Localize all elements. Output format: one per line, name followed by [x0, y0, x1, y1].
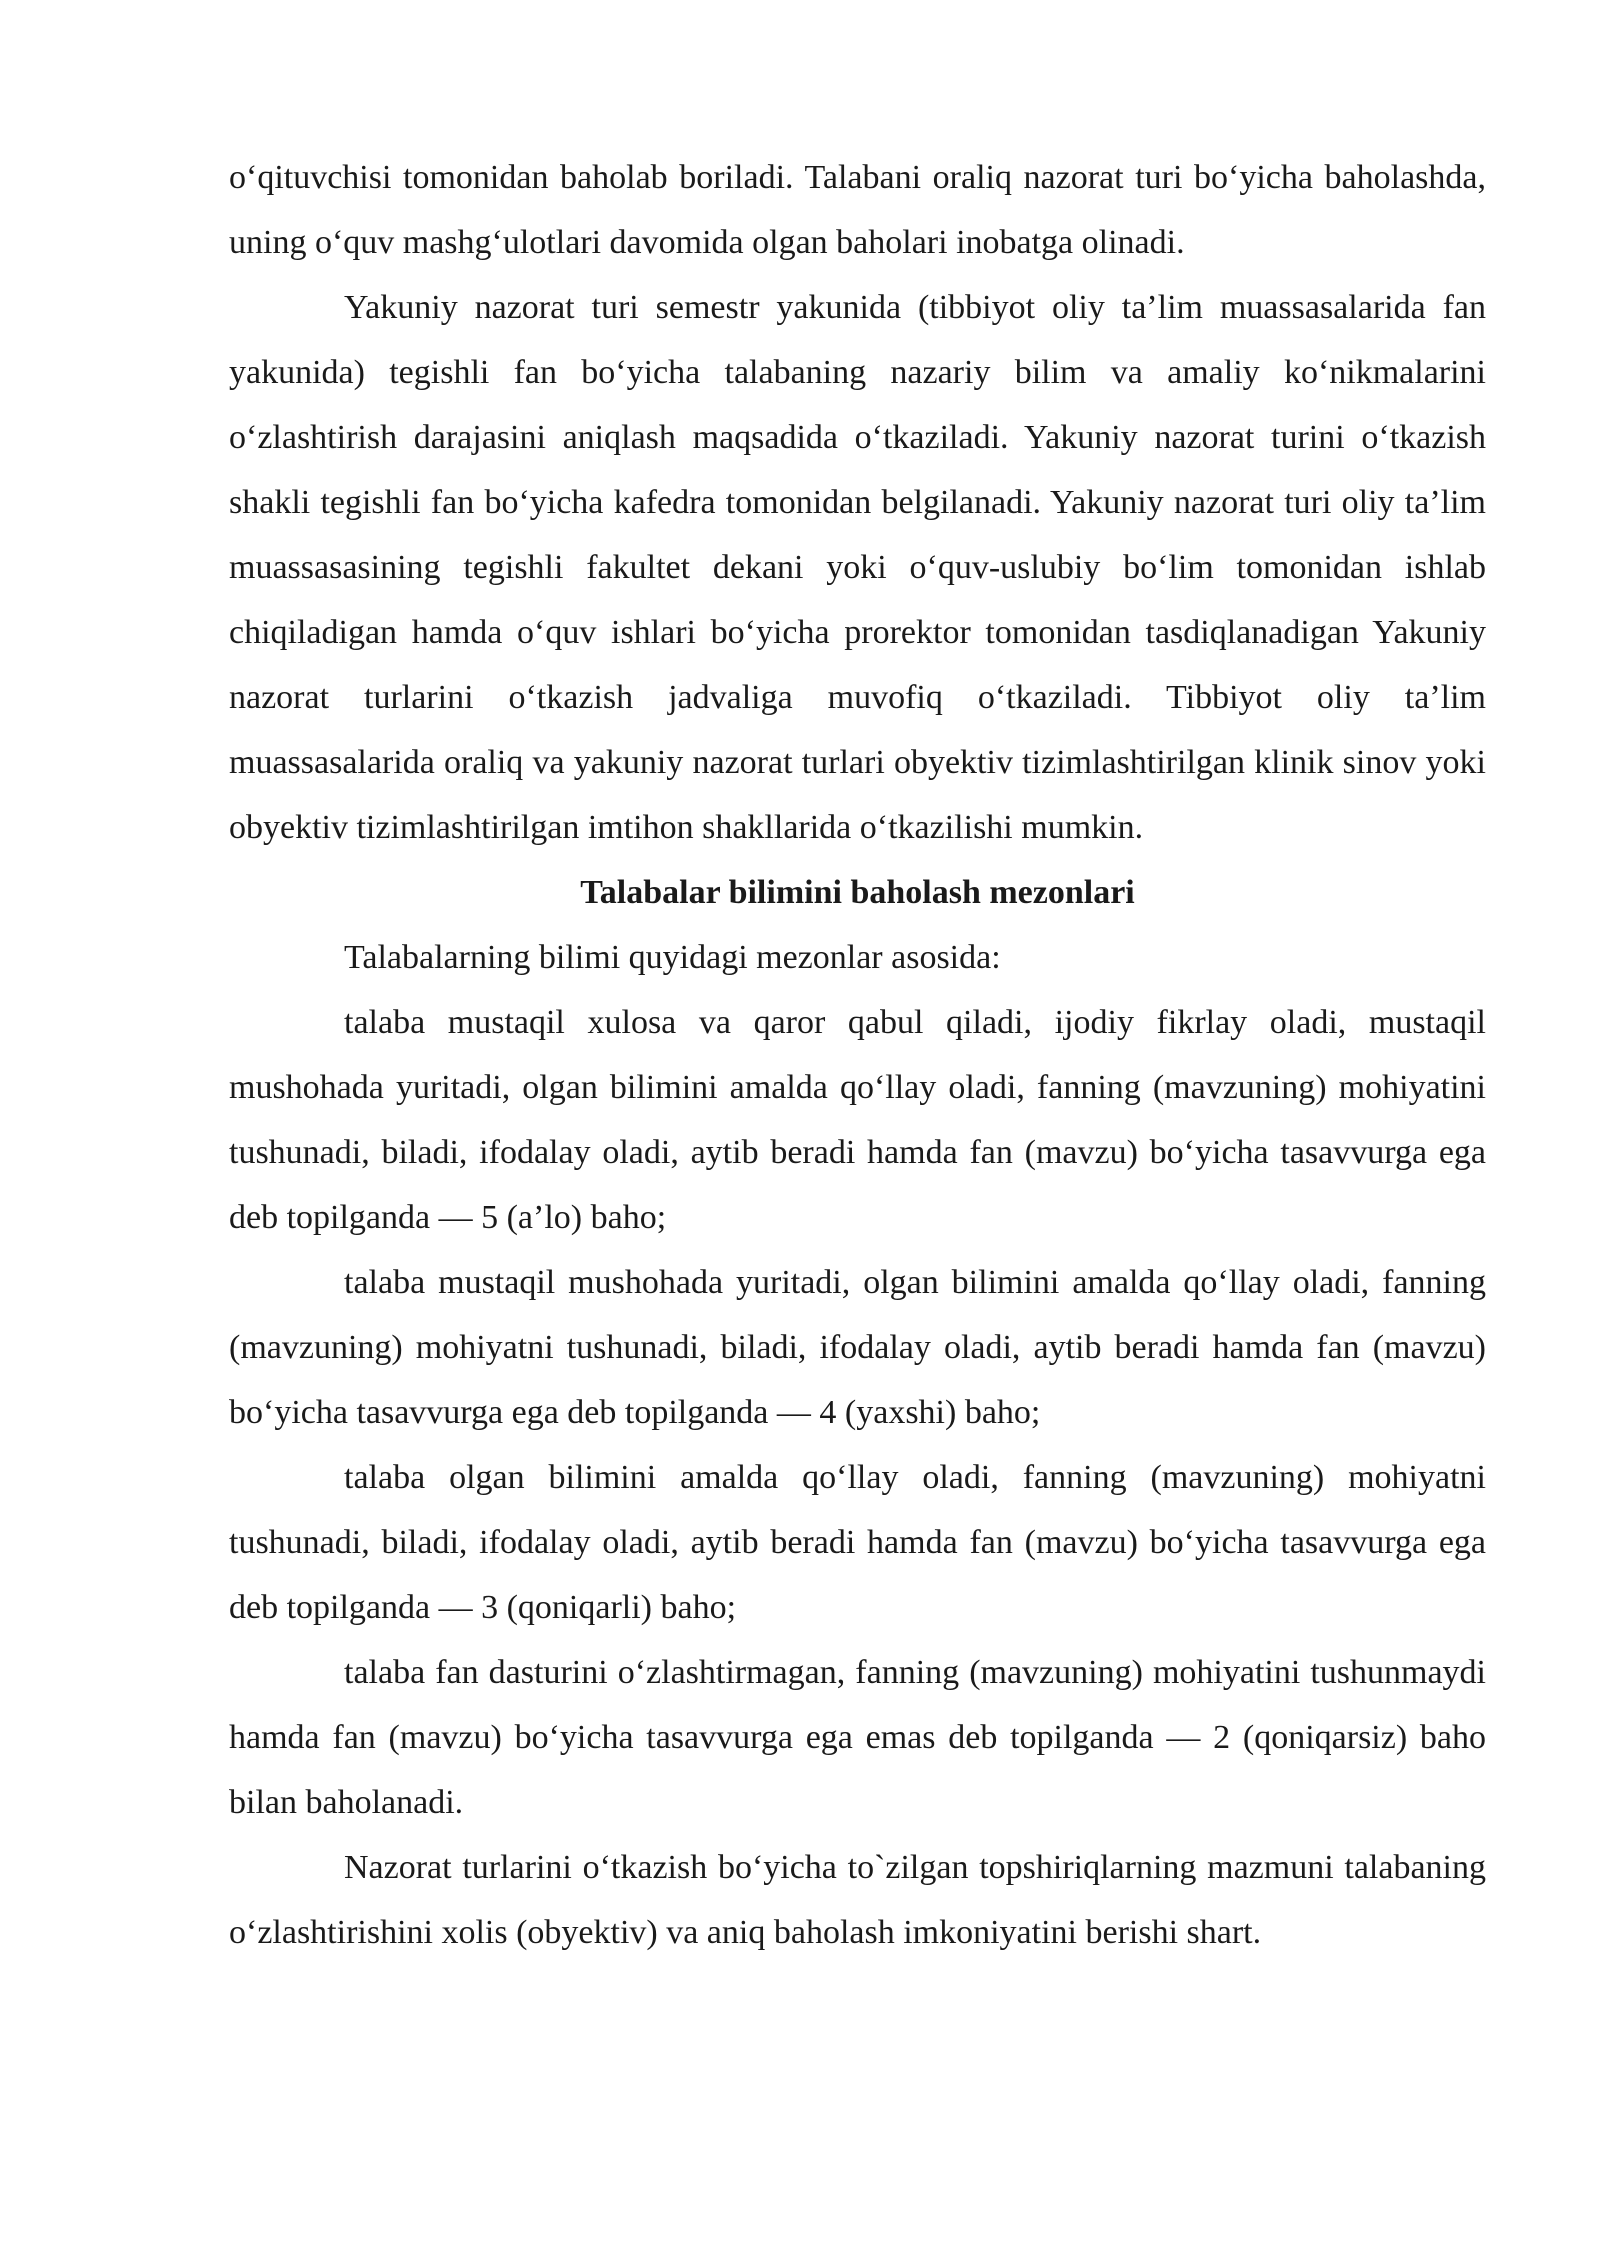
paragraph-continuation: o‘qituvchisi tomonidan baholab boriladi. Talabani oraliq nazorat turi bo‘yicha baholashda, uning o‘quv mashg‘ulotlari davomida olgan baholari inobatga olinadi. — [229, 159, 1486, 261]
paragraph-grade-3: talaba olgan bilimini amalda qo‘llay oladi, fanning (mavzuning) mohiyatni tushunadi, biladi, ifodalay oladi, aytib beradi hamda fan (mavzu) bo‘yicha tasavvurga ega deb topilganda — 3 (qoniqarli) baho; — [229, 1459, 1486, 1626]
paragraph-final-control: Yakuniy nazorat turi semestr yakunida (tibbiyot oliy ta’lim muassasalarida fan yakunida) tegishli fan bo‘yicha talabaning nazariy bilim va amaliy ko‘nikmalarini o‘zlashtirish darajasini aniqlash maqsadida o‘tkaziladi. Yakuniy nazorat turini o‘tkazish shakli tegishli fan bo‘yicha kafedra tomonidan belgilanadi. Yakuniy nazorat turi oliy ta’lim muassasasining tegishli fakultet dekani yoki o‘quv-uslubiy bo‘lim tomonidan ishlab chiqiladigan hamda o‘quv ishlari bo‘yicha prorektor tomonidan tasdiqlanadigan Yakuniy nazorat turlarini o‘tkazish jadvaliga muvofiq o‘tkaziladi. Tibbiyot oliy ta’lim muassasalarida oraliq va yakuniy nazorat turlari obyektiv tizimlashtirilgan klinik sinov yoki obyektiv tizimlashtirilgan imtihon shakllarida o‘tkazilishi mumkin. — [229, 289, 1486, 846]
paragraph-criteria-intro: Talabalarning bilimi quyidagi mezonlar asosida: — [344, 939, 1001, 976]
section-heading: Talabalar bilimini baholash mezonlari — [580, 874, 1135, 911]
paragraph-assignments: Nazorat turlarini o‘tkazish bo‘yicha to`zilgan topshiriqlarning mazmuni talabaning o‘zlashtirishini xolis (obyektiv) va aniq baholash imkoniyatini berishi shart. — [229, 1849, 1486, 1951]
paragraph-grade-5: talaba mustaqil xulosa va qaror qabul qiladi, ijodiy fikrlay oladi, mustaqil mushohada yuritadi, olgan bilimini amalda qo‘llay oladi, fanning (mavzuning) mohiyatini tushunadi, biladi, ifodalay oladi, aytib beradi hamda fan (mavzu) bo‘yicha tasavvurga ega deb topilganda — 5 (a’lo) baho; — [229, 1004, 1486, 1236]
paragraph-grade-2: talaba fan dasturini o‘zlashtirmagan, fanning (mavzuning) mohiyatini tushunmaydi hamda fan (mavzu) bo‘yicha tasavvurga ega emas deb topilganda — 2 (qoniqarsiz) baho bilan baholanadi. — [229, 1654, 1486, 1821]
paragraph-grade-4: talaba mustaqil mushohada yuritadi, olgan bilimini amalda qo‘llay oladi, fanning (mavzuning) mohiyatni tushunadi, biladi, ifodalay oladi, aytib beradi hamda fan (mavzu) bo‘yicha tasavvurga ega deb topilganda — 4 (yaxshi) baho; — [229, 1264, 1486, 1431]
document-body — [229, 145, 1486, 1965]
